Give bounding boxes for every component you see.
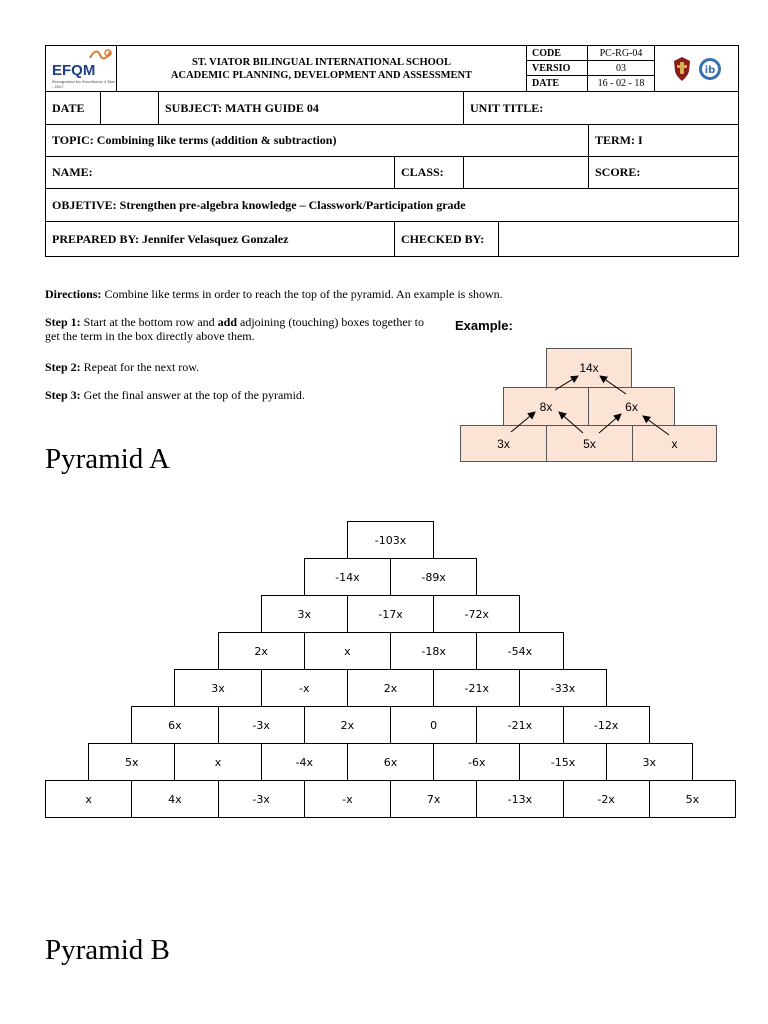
- topic-field: TOPIC: Combining like terms (addition & subtraction): [45, 124, 589, 157]
- pyramid-a-cell[interactable]: -21x: [433, 669, 520, 707]
- directions: [45, 287, 735, 301]
- pyramid-a-cell[interactable]: -103x: [347, 521, 434, 559]
- example-top-box: 14x: [546, 348, 632, 388]
- pyramid-a-cell[interactable]: -17x: [347, 595, 434, 633]
- pyramid-a-cell[interactable]: 7x: [390, 780, 477, 818]
- step-1-bold: add: [217, 315, 238, 329]
- step-2-text: Repeat for the next row.: [80, 360, 200, 374]
- pyramid-a-cell[interactable]: 5x: [649, 780, 736, 818]
- step-3-text: Get the final answer at the top of the pyramid.: [80, 388, 305, 402]
- pyramid-a-cell[interactable]: 5x: [88, 743, 175, 781]
- efqm-logo-icon: [88, 48, 112, 62]
- pyramid-a-cell[interactable]: -2x: [563, 780, 650, 818]
- class-label: CLASS:: [394, 156, 464, 189]
- version-value: 03: [587, 60, 655, 76]
- header-date-label: DATE: [526, 75, 588, 92]
- pyramid-a-cell[interactable]: -15x: [519, 743, 606, 781]
- pyramid-a-cell[interactable]: x: [45, 780, 132, 818]
- step-3-label: Step 3:: [45, 388, 81, 402]
- ib-logo-icon: [698, 57, 722, 81]
- example-arrows-icon: [455, 340, 725, 470]
- checked-by-label: CHECKED BY:: [394, 221, 499, 257]
- code-value: PC-RG-04: [587, 45, 655, 61]
- example-bottom-box: 5x: [546, 425, 633, 462]
- pyramid-a-cell[interactable]: -33x: [519, 669, 606, 707]
- unit-title-field[interactable]: UNIT TITLE:: [463, 91, 739, 125]
- pyramid-a-cell[interactable]: -18x: [390, 632, 477, 670]
- step-2: [45, 360, 435, 374]
- checked-by-input[interactable]: [498, 221, 739, 257]
- pyramid-a-cell[interactable]: -3x: [218, 706, 305, 744]
- pyramid-a-cell[interactable]: 6x: [131, 706, 218, 744]
- pyramid-a-cell[interactable]: -12x: [563, 706, 650, 744]
- pyramid-a-cell[interactable]: -4x: [261, 743, 348, 781]
- pyramid-a-cell[interactable]: -13x: [476, 780, 563, 818]
- pyramid-a-cell[interactable]: 3x: [261, 595, 348, 633]
- step-3: [45, 388, 435, 402]
- pyramid-a-cell[interactable]: 2x: [304, 706, 391, 744]
- example-bottom-box: x: [632, 425, 717, 462]
- pyramid-a-cell[interactable]: -89x: [390, 558, 477, 596]
- date-input[interactable]: [100, 91, 159, 125]
- pyramid-a-cell[interactable]: -54x: [476, 632, 563, 670]
- example-middle-box: 8x: [503, 387, 589, 426]
- pyramid-a-cell[interactable]: 6x: [347, 743, 434, 781]
- efqm-logo-text: EFQM: [52, 62, 96, 79]
- pyramid-a-cell[interactable]: -72x: [433, 595, 520, 633]
- subject-field: SUBJECT: MATH GUIDE 04: [158, 91, 464, 125]
- pyramid-a-cell[interactable]: 0: [390, 706, 477, 744]
- example-bottom-box: 3x: [460, 425, 547, 462]
- pyramid-a-cell[interactable]: x: [304, 632, 391, 670]
- step-1-text-b: adjoining (touching) boxes together to get the term in the box directly above them.: [45, 315, 424, 343]
- step-1-text-a: Start at the bottom row and: [80, 315, 218, 329]
- pyramid-a-cell[interactable]: 3x: [606, 743, 693, 781]
- directions-text: Combine like terms in order to reach the top of the pyramid. An example is shown.: [101, 287, 503, 301]
- pyramid-a-cell[interactable]: -21x: [476, 706, 563, 744]
- crest-cell: [654, 45, 739, 92]
- pyramid-a-cell[interactable]: -3x: [218, 780, 305, 818]
- prepared-by-field: PREPARED BY: Jennifer Velasquez Gonzalez: [45, 221, 395, 257]
- pyramid-b-title: Pyramid B: [45, 934, 170, 966]
- pyramid-a-cell[interactable]: -14x: [304, 558, 391, 596]
- school-name: ST. VIATOR BILINGUAL INTERNATIONAL SCHOOL: [192, 56, 451, 68]
- pyramid-a-title: Pyramid A: [45, 443, 170, 475]
- term-field: TERM: I: [588, 124, 739, 157]
- department-name: ACADEMIC PLANNING, DEVELOPMENT AND ASSESSMENT: [170, 69, 473, 81]
- code-label: CODE: [526, 45, 588, 61]
- score-field[interactable]: SCORE:: [588, 156, 739, 189]
- header-date-value: 16 - 02 - 18: [587, 75, 655, 92]
- version-label: VERSIO: [526, 60, 588, 76]
- name-field[interactable]: NAME:: [45, 156, 395, 189]
- example-middle-box: 6x: [588, 387, 675, 426]
- step-1: [45, 315, 435, 343]
- directions-label: Directions:: [45, 287, 102, 301]
- pyramid-a-cell[interactable]: 2x: [347, 669, 434, 707]
- class-input[interactable]: [463, 156, 589, 189]
- pyramid-a-cell[interactable]: -6x: [433, 743, 520, 781]
- logo-cell: [45, 45, 117, 92]
- school-crest-icon: [672, 56, 692, 82]
- ib-logo-text: ib: [704, 64, 715, 76]
- pyramid-a-cell[interactable]: 3x: [174, 669, 261, 707]
- step-2-label: Step 2:: [45, 360, 81, 374]
- step-1-label: Step 1:: [45, 315, 81, 329]
- pyramid-a-cell[interactable]: 4x: [131, 780, 218, 818]
- efqm-logo-subtext: Recognised for Excellence 4 Star - 2017: [52, 79, 116, 89]
- school-title-cell: [116, 45, 527, 92]
- pyramid-a-cell[interactable]: -x: [304, 780, 391, 818]
- date-label: DATE: [45, 91, 101, 125]
- pyramid-a-cell[interactable]: -x: [261, 669, 348, 707]
- example-title: Example:: [455, 318, 513, 333]
- objective-field: OBJETIVE: Strengthen pre-algebra knowledge – Classwork/Participation grade: [45, 188, 739, 222]
- pyramid-a-cell[interactable]: x: [174, 743, 261, 781]
- pyramid-a-cell[interactable]: 2x: [218, 632, 305, 670]
